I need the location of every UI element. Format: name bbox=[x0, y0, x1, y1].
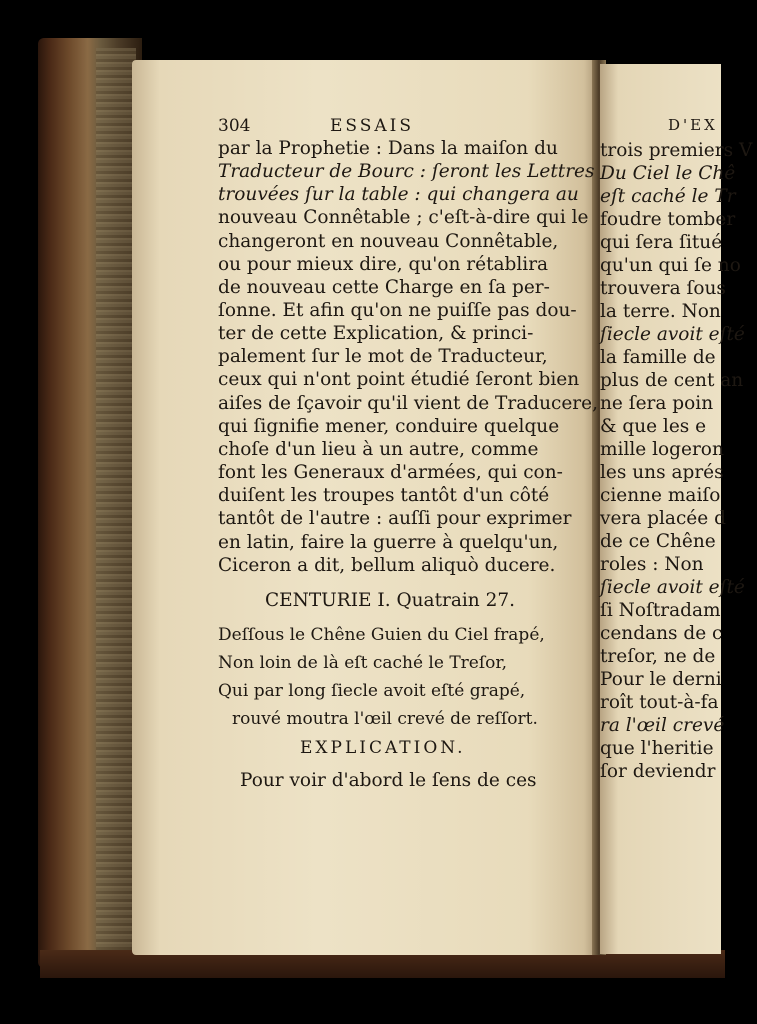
body-line: trouvées ſur la table : qui changera au bbox=[218, 184, 579, 205]
right-body-line: qui ſera ſitué bbox=[600, 232, 723, 253]
running-head: ESSAIS bbox=[330, 116, 415, 136]
body-line: ſonne. Et afin qu'on ne puiſſe pas dou- bbox=[218, 300, 577, 321]
right-body-line: cienne maiſo bbox=[600, 485, 721, 506]
body-line: nouveau Connêtable ; c'eſt-à-dire qui le bbox=[218, 207, 589, 228]
right-body-line: de ce Chêne bbox=[600, 531, 716, 552]
right-body-line: foudre tomber bbox=[600, 209, 736, 230]
quatrain-line: Non loin de là eſt caché le Treſor, bbox=[218, 653, 508, 673]
right-body-line: ſi Noſtradam bbox=[600, 600, 721, 621]
body-line: de nouveau cette Charge en ſa per- bbox=[218, 277, 550, 298]
right-body-line: les uns aprés bbox=[600, 462, 724, 483]
body-line: tantôt de l'autre : auſſi pour exprimer bbox=[218, 508, 572, 529]
explication-heading: EXPLICATION. bbox=[300, 738, 466, 758]
right-body-line: que l'heritie bbox=[600, 738, 714, 759]
right-body-line: ne ſera poin bbox=[600, 393, 714, 414]
right-body-line: qu'un qui ſe no bbox=[600, 255, 741, 276]
right-body-line: la terre. Non bbox=[600, 301, 721, 322]
right-page-text bbox=[600, 64, 753, 954]
body-line: Pour voir d'abord le ſens de ces bbox=[240, 770, 537, 791]
body-line: qui ſignifie mener, conduire quelque bbox=[218, 416, 560, 437]
right-body-line: Du Ciel le Chê bbox=[600, 163, 736, 184]
right-body-line: mille logeron bbox=[600, 439, 724, 460]
right-body-line: roles : Non bbox=[600, 554, 704, 575]
body-line: changeront en nouveau Connêtable, bbox=[218, 231, 559, 252]
right-body-line: trouvera ſous bbox=[600, 278, 726, 299]
body-line: ceux qui n'ont point étudié ſeront bien bbox=[218, 369, 580, 390]
page-number: 304 bbox=[218, 116, 251, 136]
body-line: ter de cette Explication, & princi- bbox=[218, 323, 534, 344]
right-body-line: ſor deviendr bbox=[600, 761, 716, 782]
right-body-line: trois premiers V bbox=[600, 140, 753, 161]
right-body-line: ra l'œil crevé bbox=[600, 715, 725, 736]
quatrain-line: Qui par long ſiecle avoit eſté grapé, bbox=[218, 681, 526, 701]
right-body-line: cendans de c bbox=[600, 623, 723, 644]
body-line: ou pour mieux dire, qu'on rétablira bbox=[218, 254, 549, 275]
body-line: aiſes de ſçavoir qu'il vient de Traducere, bbox=[218, 393, 598, 414]
right-body-line: la famille de bbox=[600, 347, 716, 368]
book-edge bbox=[38, 38, 142, 968]
body-line: choſe d'un lieu à un autre, comme bbox=[218, 439, 539, 460]
body-line: Ciceron a dit, bellum aliquò ducere. bbox=[218, 555, 556, 576]
quatrain-line: rouvé moutra l'œil crevé de reſſort. bbox=[232, 709, 538, 729]
right-body-line: roît tout-à-fa bbox=[600, 692, 719, 713]
right-body-line: treſor, ne de bbox=[600, 646, 716, 667]
right-body-line: plus de cent an bbox=[600, 370, 744, 391]
body-line: en latin, faire la guerre à quelqu'un, bbox=[218, 532, 559, 553]
quatrain-line: Deſſous le Chêne Guien du Ciel frapé, bbox=[218, 625, 545, 645]
body-line: font les Generaux d'armées, qui con- bbox=[218, 462, 563, 483]
right-body-line: eſt caché le Tr bbox=[600, 186, 736, 207]
right-body-line: Pour le derni bbox=[600, 669, 722, 690]
right-body-line: ſiecle avoit eſté bbox=[600, 324, 745, 345]
body-line: palement ſur le mot de Traducteur, bbox=[218, 346, 548, 367]
right-body-line: ſiecle avoit eſté bbox=[600, 577, 745, 598]
right-running-head: D'EX bbox=[668, 116, 718, 134]
body-line: duiſent les troupes tantôt d'un côté bbox=[218, 485, 550, 506]
section-heading: CENTURIE I. Quatrain 27. bbox=[265, 590, 516, 611]
body-line: Traducteur de Bourc : ſeront les Lettres bbox=[218, 161, 595, 182]
right-body-line: vera placée d bbox=[600, 508, 726, 529]
right-body-line: & que les e bbox=[600, 416, 707, 437]
body-line: par la Prophetie : Dans la maiſon du bbox=[218, 138, 558, 159]
